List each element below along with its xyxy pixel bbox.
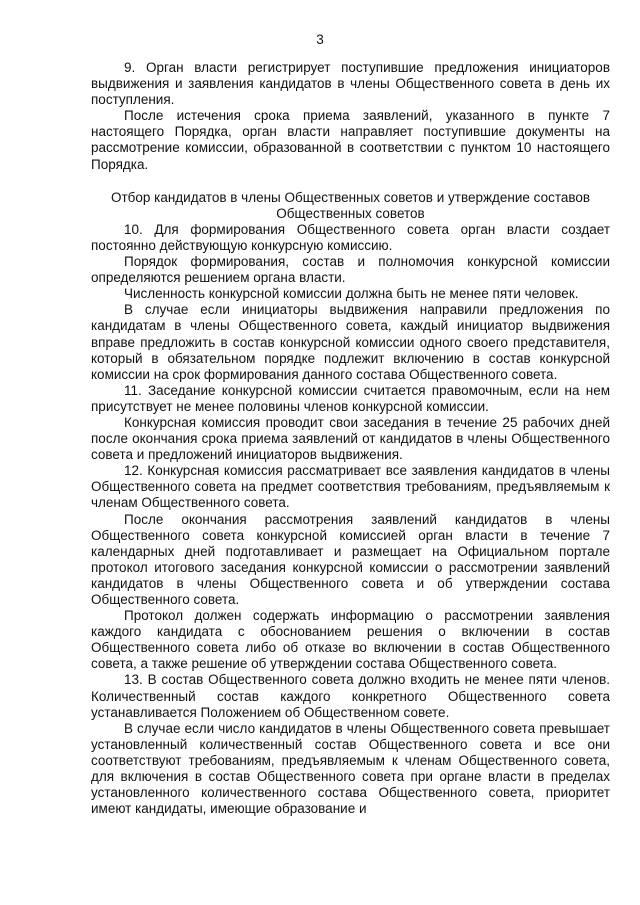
- section-heading: Отбор кандидатов в члены Общественных советов и утверждение составов Общественных советов: [110, 189, 591, 221]
- paragraph-13-priority: В случае если число кандидатов в члены Общественного совета превышает установленный количественный состав Общественного совета и все они соответствуют требованиям, предъявляемым к членам Общественного совета, для включения в состав Общественного совета при органе власти в пределах установленного количественного состава Общественного совета, приоритет имеют кандидаты, имеющие образование и: [91, 720, 610, 817]
- paragraph-12-protocol-content: Протокол должен содержать информацию о рассмотрении заявления каждого кандидата с обоснованием решения о включении в состав Общественного совета либо об отказе во включении в состав Общественного совета, а также решение об утверждении состава Общественного совета.: [91, 608, 610, 672]
- paragraph-9-registration: 9. Орган власти регистрирует поступившие предложения инициаторов выдвижения и заявления кандидатов в члены Общественного совета в день их поступления.: [91, 60, 610, 108]
- paragraph-9-referral: После истечения срока приема заявлений, указанного в пункте 7 настоящего Порядка, орган власти направляет поступившие документы на рассмотрение комиссии, образованной в соответствии с пунктом 10 настоящего Порядка.: [91, 108, 610, 172]
- paragraph-10-representatives: В случае если инициаторы выдвижения направили предложения по кандидатам в члены Общественного совета, каждый инициатор выдвижения вправе предложить в состав конкурсной комиссии одного своего представителя, который в обязательном порядке подлежит включению в состав конкурсной комиссии на срок формирования данного состава Общественного совета.: [91, 302, 610, 382]
- page-number: 3: [316, 32, 324, 47]
- paragraph-10-size: Численность конкурсной комиссии должна быть не менее пяти человек.: [124, 286, 579, 302]
- paragraph-12-protocol: После окончания рассмотрения заявлений кандидатов в члены Общественного совета конкурсной комиссией орган власти в течение 7 календарных дней подготавливает и размещает на Официальном портале протокол итогового заседания конкурсной комиссии о рассмотрении заявлений кандидатов в члены Общественного совета и об утверждении состава Общественного совета.: [91, 511, 610, 607]
- paragraph-10-procedure: Порядок формирования, состав и полномочия конкурсной комиссии определяются решением органа власти.: [91, 254, 610, 286]
- document-body: [91, 60, 610, 817]
- paragraph-11-quorum: 11. Заседание конкурсной комиссии считается правомочным, если на нем присутствует не менее половины членов конкурсной комиссии.: [91, 382, 610, 414]
- paragraph-11-meetings: Конкурсная комиссия проводит свои заседания в течение 25 рабочих дней после окончания срока приема заявлений от кандидатов в члены Общественного совета и предложений инициаторов выдвижения.: [91, 414, 610, 463]
- paragraph-13-composition: 13. В состав Общественного совета должно входить не менее пяти членов. Количественный состав каждого конкретного Общественного совета устанавливается Положением об Общественном совете.: [91, 672, 610, 720]
- paragraph-10-commission: 10. Для формирования Общественного совета орган власти создает постоянно действующую конкурсную комиссию.: [91, 221, 610, 253]
- paragraph-12-review: 12. Конкурсная комиссия рассматривает все заявления кандидатов в члены Общественного совета на предмет соответствия требованиям, предъявляемым к членам Общественного совета.: [91, 463, 610, 511]
